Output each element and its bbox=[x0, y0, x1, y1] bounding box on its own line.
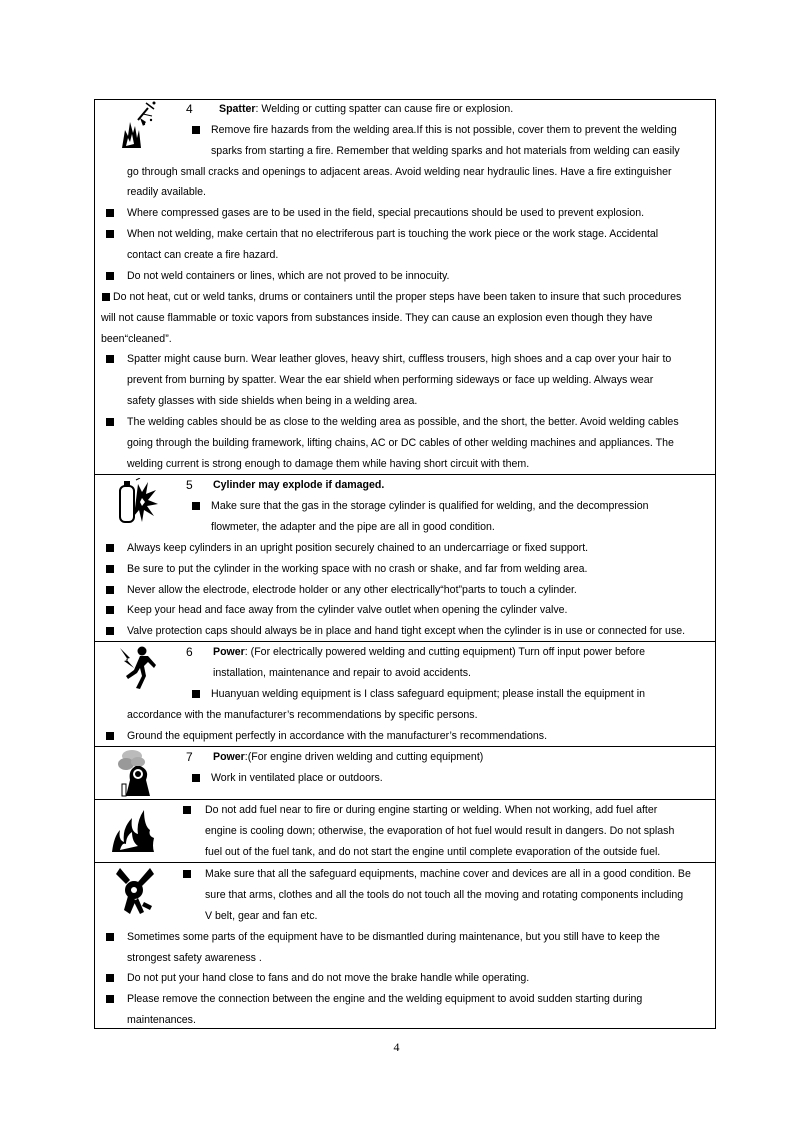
bullet-icon bbox=[192, 126, 200, 134]
section-title-rest: : (For electrically powered welding and cutting equipment) Turn off input power before bbox=[244, 646, 646, 658]
text-line: Work in ventilated place or outdoors. bbox=[211, 772, 383, 784]
text-line: go through small cracks and openings to adjacent areas. Avoid welding near hydraulic lines. Have a fire extinguisher bbox=[127, 166, 672, 178]
text-line: will not cause flammable or toxic vapors from substances inside. They can cause an explosion even though they have bbox=[101, 312, 653, 324]
section-heading bbox=[213, 642, 645, 663]
bullet-icon bbox=[106, 355, 114, 363]
text-line: been“cleaned”. bbox=[101, 333, 172, 345]
fire-spatter-icon bbox=[116, 100, 158, 150]
section-title: Power bbox=[213, 751, 245, 763]
text-line: V belt, gear and fan etc. bbox=[205, 910, 318, 922]
text-line: Do not put your hand close to fans and do not move the brake handle while operating. bbox=[127, 972, 530, 984]
bullet-icon bbox=[106, 586, 114, 594]
bullet-icon bbox=[192, 774, 200, 782]
bullet-icon bbox=[106, 209, 114, 217]
text-line: going through the building framework, lifting chains, AC or DC cables of other welding machines and appliances. The bbox=[127, 437, 674, 449]
text-line: When not welding, make certain that no electriferous part is touching the work piece or the work stage. Accidental bbox=[127, 228, 659, 240]
bullet-icon bbox=[106, 732, 114, 740]
bullet-icon bbox=[106, 418, 114, 426]
text-line: Do not heat, cut or weld tanks, drums or containers until the proper steps have been taken to insure that such procedures bbox=[113, 291, 682, 303]
bullet-icon bbox=[106, 272, 114, 280]
section-heading bbox=[213, 747, 483, 768]
text-line: Sometimes some parts of the equipment have to be dismantled during maintenance, but you still have to keep the bbox=[127, 931, 660, 943]
flames-icon bbox=[110, 806, 156, 854]
section-title-rest: :(For engine driven welding and cutting equipment) bbox=[244, 751, 484, 763]
text-line: flowmeter, the adapter and the pipe are all in good condition. bbox=[211, 521, 495, 533]
section-number: 6 bbox=[186, 645, 193, 659]
bullet-icon bbox=[183, 870, 191, 878]
section-number: 4 bbox=[186, 102, 193, 116]
electric-shock-icon bbox=[116, 644, 158, 690]
text-line: Spatter might cause burn. Wear leather gloves, heavy shirt, cuffless trousers, high shoes and a cap over your hair to bbox=[127, 353, 672, 365]
bullet-icon bbox=[106, 995, 114, 1003]
text-line: Please remove the connection between the engine and the welding equipment to avoid sudden starting during bbox=[127, 993, 643, 1005]
bullet-icon bbox=[106, 230, 114, 238]
text-line: Be sure to put the cylinder in the working space with no crash or shake, and far from welding area. bbox=[127, 563, 588, 575]
page-number: 4 bbox=[393, 1040, 400, 1054]
bullet-icon bbox=[102, 293, 110, 301]
bullet-icon bbox=[106, 933, 114, 941]
text-line: Huanyuan welding equipment is I class safeguard equipment; please install the equipment in bbox=[211, 688, 646, 700]
bullet-icon bbox=[106, 544, 114, 552]
text-line: Do not add fuel near to fire or during engine starting or welding. When not working, add fuel after bbox=[205, 804, 658, 816]
text-line: Remove fire hazards from the welding area.If this is not possible, cover them to prevent the welding bbox=[211, 124, 677, 136]
text-line: Keep your head and face away from the cylinder valve outlet when opening the cylinder valve. bbox=[127, 604, 568, 616]
bullet-icon bbox=[106, 606, 114, 614]
cylinder-explosion-icon bbox=[114, 478, 158, 526]
text-line: safety glasses with side shields when being in a welding area. bbox=[127, 395, 418, 407]
text-line: Do not weld containers or lines, which are not proved to be innocuity. bbox=[127, 270, 450, 282]
section-title: Spatter bbox=[219, 103, 256, 115]
text-line: strongest safety awareness . bbox=[127, 952, 262, 964]
text-line: Make sure that all the safeguard equipments, machine cover and devices are all in a good condition. Be bbox=[205, 868, 691, 880]
text-line: Where compressed gases are to be used in the field, special precautions should be used to prevent explosion. bbox=[127, 207, 645, 219]
bullet-icon bbox=[192, 502, 200, 510]
section-title-rest: : Welding or cutting spatter can cause fire or explosion. bbox=[255, 103, 514, 115]
engine-fumes-icon bbox=[116, 748, 156, 798]
text-line: Ground the equipment perfectly in accordance with the manufacturer’s recommendations. bbox=[127, 730, 548, 742]
text-line: contact can create a fire hazard. bbox=[127, 249, 279, 261]
text-line: Make sure that the gas in the storage cylinder is qualified for welding, and the decompression bbox=[211, 500, 649, 512]
text-line: readily available. bbox=[127, 186, 206, 198]
text-line: prevent from burning by spatter. Wear the ear shield when performing sideways or face up welding. Always wear bbox=[127, 374, 654, 386]
text-line: The welding cables should be as close to the welding area as possible, and the short, the better. Avoid welding cables bbox=[127, 416, 679, 428]
text-line: Never allow the electrode, electrode holder or any other electrically“hot”parts to touch a cylinder. bbox=[127, 584, 577, 596]
bullet-icon bbox=[106, 627, 114, 635]
bullet-icon bbox=[106, 565, 114, 573]
text-line: sure that arms, clothes and all the tools do not touch all the moving and rotating components including bbox=[205, 889, 684, 901]
text-line: fuel out of the fuel tank, and do not start the engine until complete evaporation of the outside fuel. bbox=[205, 846, 661, 858]
text-line: Valve protection caps should always be in place and hand tight except when the cylinder is in use or connected for use. bbox=[127, 625, 686, 637]
bullet-icon bbox=[106, 974, 114, 982]
text-line: engine is cooling down; otherwise, the evaporation of hot fuel would result in dangers. Do not splash bbox=[205, 825, 675, 837]
text-line: maintenances. bbox=[127, 1014, 196, 1026]
text-line: accordance with the manufacturer’s recommendations by specific persons. bbox=[127, 709, 478, 721]
text-line: welding current is strong enough to damage them while having short circuit with them. bbox=[127, 458, 530, 470]
section-number: 7 bbox=[186, 750, 193, 764]
section-number: 5 bbox=[186, 478, 193, 492]
text-line: sparks from starting a fire. Remember that welding sparks and hot materials from welding can easily bbox=[211, 145, 680, 157]
section-heading bbox=[219, 99, 513, 120]
text-line: Always keep cylinders in an upright position securely chained to an undercarriage or fixed support. bbox=[127, 542, 589, 554]
section-title: Power bbox=[213, 646, 245, 658]
bullet-icon bbox=[192, 690, 200, 698]
section-title: Cylinder may explode if damaged. bbox=[213, 479, 385, 491]
bullet-icon bbox=[183, 806, 191, 814]
moving-parts-icon bbox=[114, 866, 156, 916]
text-line: installation, maintenance and repair to avoid accidents. bbox=[213, 667, 471, 679]
